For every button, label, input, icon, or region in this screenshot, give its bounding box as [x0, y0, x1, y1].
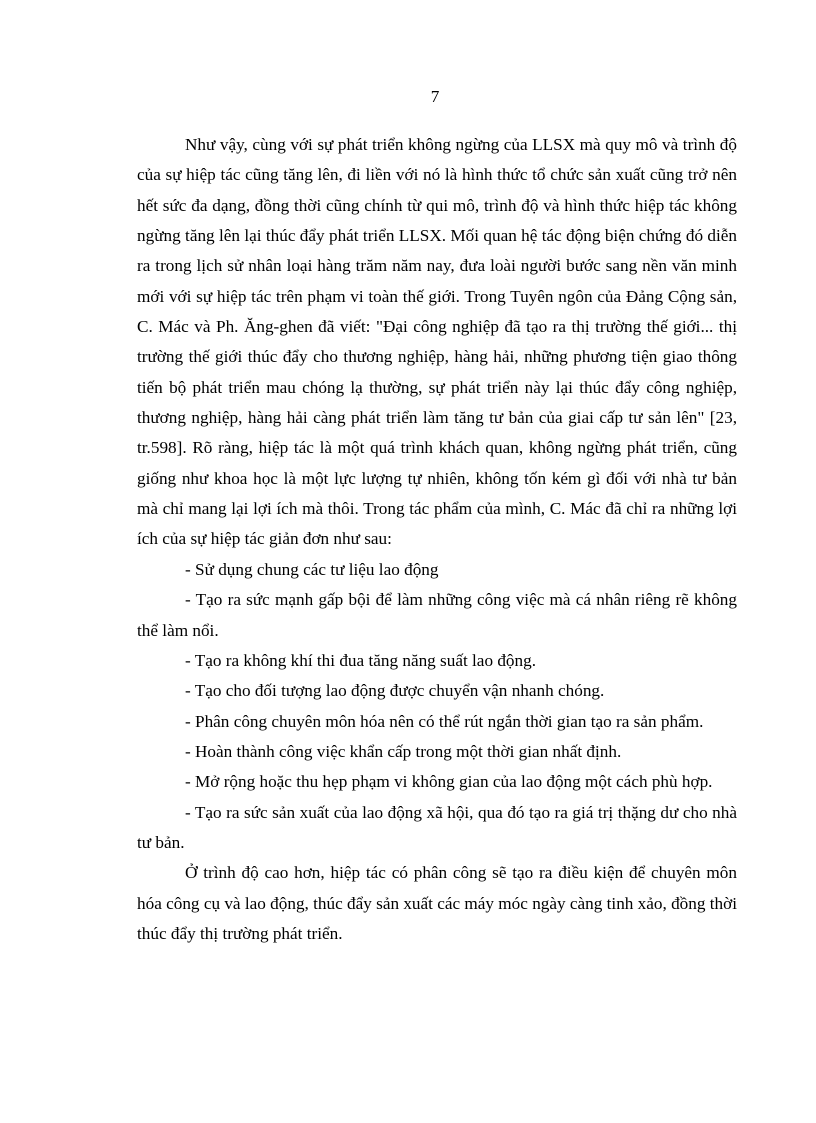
bullet-item-space-scope: - Mở rộng hoặc thu hẹp phạm vi không gian của lao động một cách phù hợp.	[185, 772, 713, 792]
bullet-item-multiplied-strength: - Tạo ra sức mạnh gấp bội để làm những công việc mà cá nhân riêng rẽ không thể làm nổi.	[137, 590, 737, 640]
bullet-item-specialization: - Phân công chuyên môn hóa nên có thể rút ngắn thời gian tạo ra sản phẩm.	[185, 711, 704, 731]
page-body	[137, 130, 737, 949]
bullet-item-shared-means: - Sử dụng chung các tư liệu lao động	[185, 559, 439, 579]
bullet-item-fast-transfer: - Tạo cho đối tượng lao động được chuyển vận nhanh chóng.	[185, 681, 605, 701]
bullet-item-emulation: - Tạo ra không khí thi đua tăng năng suất lao động.	[185, 650, 537, 670]
paragraph-conclusion: Ở trình độ cao hơn, hiệp tác có phân công sẽ tạo ra điều kiện để chuyên môn hóa công cụ và lao động, thúc đẩy sản xuất các máy móc ngày càng tinh xảo, đồng thời thúc đẩy thị trường phát triển.	[137, 863, 737, 943]
bullet-item-surplus-value: - Tạo ra sức sản xuất của lao động xã hội, qua đó tạo ra giá trị thặng dư cho nhà tư bản.	[137, 802, 737, 852]
bullet-item-urgent-work: - Hoàn thành công việc khẩn cấp trong một thời gian nhất định.	[185, 741, 622, 761]
page-number: 7	[430, 87, 440, 106]
paragraph-intro: Như vậy, cùng với sự phát triển không ngừng của LLSX mà quy mô và trình độ của sự hiệp tác cũng tăng lên, đi liền với nó là hình thức tổ chức sản xuất cũng trở nên hết sức đa dạng, đồng thời cũng chính từ qui mô, trình độ và hình thức hiệp tác không ngừng tăng lên lại thúc đẩy phát triển LLSX. Mối quan hệ tác động biện chứng đó diễn ra trong lịch sử nhân loại hàng trăm năm nay, đưa loài người bước sang nền văn minh mới với sự hiệp tác trên phạm vi toàn thế giới. Trong Tuyên ngôn của Đảng Cộng sản, C. Mác và Ph. Ăng-ghen đã viết: "Đại công nghiệp đã tạo ra thị trường thế giới... thị trường thế giới thúc đẩy cho thương nghiệp, hàng hải, những phương tiện giao thông tiến bộ phát triển mau chóng lạ thường, sự phát triển này lại thúc đẩy công nghiệp, thương nghiệp, hàng hải càng phát triển làm tăng tư bản của giai cấp tư sản lên" [23, tr.598]. Rõ ràng, hiệp tác là một quá trình khách quan, không ngừng phát triển, cũng giống như khoa học là một lực lượng tự nhiên, không tốn kém gì đối với nhà tư bản mà chỉ mang lại lợi ích mà thôi. Trong tác phẩm của mình, C. Mác đã chỉ ra những lợi ích của sự hiệp tác giản đơn như sau:	[137, 135, 737, 549]
